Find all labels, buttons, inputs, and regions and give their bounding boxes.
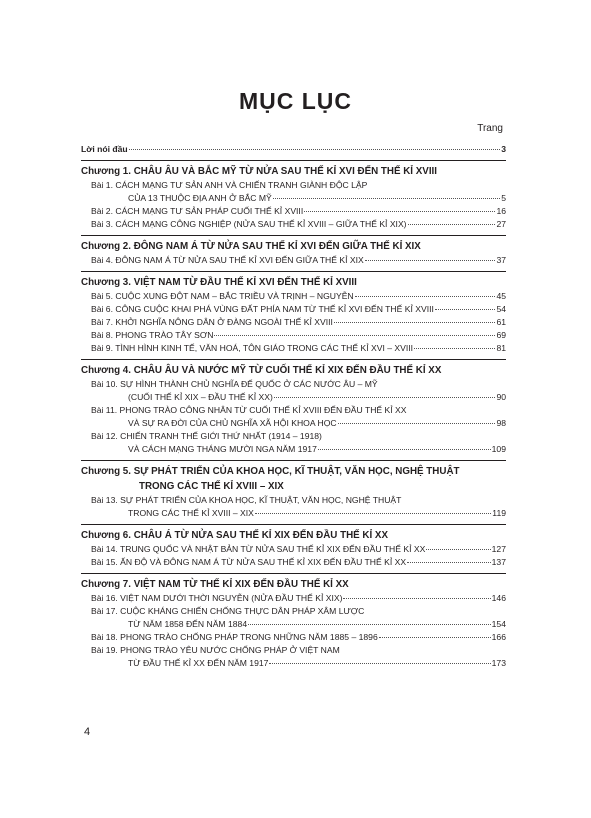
lesson-page: 137: [491, 557, 506, 567]
toc-chapters: [81, 160, 506, 670]
toc-lesson-line[interactable]: [81, 205, 506, 218]
chapter-divider: [81, 524, 506, 525]
leader-dots: [248, 624, 491, 625]
lesson-page: 98: [496, 418, 506, 428]
toc-lesson-line[interactable]: [81, 543, 506, 556]
chapter-title[interactable]: Chương 2. ĐÔNG NAM Á TỪ NỬA SAU THẾ KỈ XVI ĐẾN GIỮA THẾ KỈ XIX: [81, 241, 421, 252]
lesson-title: Bài 7. KHỞI NGHĨA NÔNG DÂN Ở ĐÀNG NGOÀI THẾ KỈ XVIII: [91, 317, 333, 327]
chapter-title[interactable]: Chương 7. VIỆT NAM TỪ THẾ KỈ XIX ĐẾN ĐẦU THẾ KỈ XX: [81, 579, 349, 590]
toc-preface-page: 3: [501, 144, 506, 154]
lesson-page: 27: [496, 219, 506, 229]
lesson-title: Bài 15. ẤN ĐỘ VÀ ĐÔNG NAM Á TỪ NỬA SAU THẾ KỈ XIX ĐẾN ĐẦU THẾ KỈ XX: [91, 557, 407, 567]
lesson-title: TỪ NĂM 1858 ĐẾN NĂM 1884: [128, 619, 248, 629]
lesson-page: 127: [491, 544, 506, 554]
lesson-title: CỦA 13 THUỘC ĐỊA ANH Ở BẮC MỸ: [128, 193, 272, 203]
lesson-page: 81: [496, 343, 506, 353]
chapter-divider: [81, 271, 506, 272]
leader-dots: [365, 260, 496, 261]
toc-lesson-line[interactable]: [81, 443, 506, 456]
lesson-page: 16: [496, 206, 506, 216]
leader-dots: [274, 397, 496, 398]
toc-lesson-line[interactable]: [81, 657, 506, 670]
lesson-page: 173: [491, 658, 506, 668]
lesson-title: Bài 2. CÁCH MẠNG TƯ SẢN PHÁP CUỐI THẾ KỈ XVIII: [91, 206, 304, 216]
chapter-divider: [81, 160, 506, 161]
lesson-title: (CUỐI THẾ KỈ XIX – ĐẦU THẾ KỈ XX): [128, 392, 273, 402]
lesson-title: Bài 14. TRUNG QUỐC VÀ NHẬT BẢN TỪ NỬA SAU THẾ KỈ XIX ĐẾN ĐẦU THẾ KỈ XX: [91, 544, 426, 554]
toc-lesson-line[interactable]: [81, 316, 506, 329]
lesson-title: Bài 16. VIỆT NAM DƯỚI THỜI NGUYỄN (NỬA ĐẦU THẾ KỈ XIX): [91, 593, 343, 603]
toc-lesson-line[interactable]: [81, 430, 506, 443]
lesson-title: Bài 18. PHONG TRÀO CHỐNG PHÁP TRONG NHỮNG NĂM 1885 – 1896: [91, 632, 378, 642]
lesson-page: 45: [496, 291, 506, 301]
lesson-title: VÀ CÁCH MẠNG THÁNG MƯỜI NGA NĂM 1917: [128, 444, 317, 454]
chapter-title[interactable]: Chương 3. VIỆT NAM TỪ ĐẦU THẾ KỈ XVI ĐẾN THẾ KỈ XVIII: [81, 277, 357, 288]
leader-dots: [129, 149, 501, 150]
table-of-contents: [81, 143, 506, 670]
leader-dots: [318, 449, 491, 450]
toc-lesson-line[interactable]: [81, 218, 506, 231]
page-title: MỤC LỤC: [238, 88, 353, 114]
toc-lesson-line[interactable]: [81, 404, 506, 417]
toc-lesson-line[interactable]: [81, 494, 506, 507]
lesson-page: 109: [491, 444, 506, 454]
toc-lesson-line[interactable]: [81, 179, 506, 192]
lesson-title: Bài 17. CUỘC KHÁNG CHIẾN CHỐNG THỰC DÂN PHÁP XÂM LƯỢC: [91, 606, 365, 616]
lesson-title: Bài 6. CÔNG CUỘC KHAI PHÁ VÙNG ĐẤT PHÍA NAM TỪ THẾ KỈ XVI ĐẾN THẾ KỈ XVIII: [91, 304, 434, 314]
leader-dots: [304, 211, 495, 212]
lesson-title: Bài 8. PHONG TRÀO TÂY SƠN: [91, 330, 214, 340]
toc-lesson-line[interactable]: [81, 192, 506, 205]
lesson-page: 154: [491, 619, 506, 629]
toc-lesson-line[interactable]: [81, 556, 506, 569]
lesson-title: Bài 12. CHIẾN TRANH THẾ GIỚI THỨ NHẤT (1914 – 1918): [91, 431, 322, 441]
chapter-title[interactable]: Chương 6. CHÂU Á TỪ NỬA SAU THẾ KỈ XIX ĐẾN ĐẦU THẾ KỈ XX: [81, 530, 388, 541]
lesson-title: Bài 1. CÁCH MẠNG TƯ SẢN ANH VÀ CHIẾN TRANH GIÀNH ĐỘC LẬP: [91, 180, 368, 190]
leader-dots: [334, 322, 496, 323]
chapter-title[interactable]: Chương 5. SỰ PHÁT TRIỂN CỦA KHOA HỌC, KĨ THUẬT, VĂN HỌC, NGHỆ THUẬT: [81, 466, 460, 477]
leader-dots: [269, 663, 490, 664]
leader-dots: [379, 637, 491, 638]
leader-dots: [343, 598, 490, 599]
leader-dots: [414, 348, 495, 349]
lesson-title: Bài 5. CUỘC XUNG ĐỘT NAM – BẮC TRIỀU VÀ TRỊNH – NGUYỄN: [91, 291, 354, 301]
toc-lesson-line[interactable]: [81, 618, 506, 631]
toc-preface[interactable]: [81, 143, 506, 156]
toc-lesson-line[interactable]: [81, 417, 506, 430]
lesson-page: 54: [496, 304, 506, 314]
toc-lesson-line[interactable]: [81, 329, 506, 342]
lesson-title: Bài 9. TÌNH HÌNH KINH TẾ, VĂN HOÁ, TÔN GIÁO TRONG CÁC THẾ KỈ XVI – XVIII: [91, 343, 414, 353]
toc-lesson-line[interactable]: [81, 631, 506, 644]
toc-lesson-line[interactable]: [81, 592, 506, 605]
lesson-page: 90: [496, 392, 506, 402]
leader-dots: [407, 562, 491, 563]
page-column-label: Trang: [477, 123, 503, 134]
leader-dots: [355, 296, 496, 297]
page-number: 4: [84, 726, 91, 738]
lesson-title: TỪ ĐẦU THẾ KỈ XX ĐẾN NĂM 1917: [128, 658, 269, 668]
toc-lesson-line[interactable]: [81, 342, 506, 355]
toc-lesson-line[interactable]: [81, 644, 506, 657]
chapter-divider: [81, 573, 506, 574]
toc-lesson-line[interactable]: [81, 605, 506, 618]
toc-preface-label: Lời nói đầu: [81, 144, 128, 154]
lesson-title: Bài 19. PHONG TRÀO YÊU NƯỚC CHỐNG PHÁP Ở VIỆT NAM: [91, 645, 340, 655]
lesson-page: 119: [492, 508, 506, 518]
toc-lesson-line[interactable]: [81, 391, 506, 404]
chapter-title[interactable]: TRONG CÁC THẾ KỈ XVIII – XIX: [139, 481, 284, 492]
toc-lesson-line[interactable]: [81, 290, 506, 303]
lesson-page: 69: [496, 330, 506, 340]
lesson-title: Bài 10. SỰ HÌNH THÀNH CHỦ NGHĨA ĐẾ QUỐC Ở CÁC NƯỚC ÂU – MỸ: [91, 379, 378, 389]
chapter-divider: [81, 359, 506, 360]
lesson-page: 166: [491, 632, 506, 642]
lesson-title: Bài 3. CÁCH MẠNG CÔNG NGHIỆP (NỬA SAU THẾ KỈ XVIII – GIỮA THẾ KỈ XIX): [91, 219, 407, 229]
lesson-title: Bài 11. PHONG TRÀO CÔNG NHÂN TỪ CUỐI THẾ KỈ XVIII ĐẾN ĐẦU THẾ KỈ XX: [91, 405, 407, 415]
leader-dots: [273, 198, 500, 199]
lesson-page: 37: [496, 255, 506, 265]
leader-dots: [214, 335, 495, 336]
toc-lesson-line[interactable]: [81, 254, 506, 267]
leader-dots: [338, 423, 496, 424]
lesson-page: 5: [501, 193, 506, 203]
toc-lesson-line[interactable]: [81, 303, 506, 316]
lesson-title: Bài 13. SỰ PHÁT TRIỂN CỦA KHOA HỌC, KĨ THUẬT, VĂN HỌC, NGHỆ THUẬT: [91, 495, 402, 505]
toc-lesson-line[interactable]: [81, 507, 506, 520]
lesson-page: 61: [496, 317, 506, 327]
lesson-title: Bài 4. ĐÔNG NAM Á TỪ NỬA SAU THẾ KỈ XVI ĐẾN GIỮA THẾ KỈ XIX: [91, 255, 364, 265]
lesson-page: 146: [491, 593, 506, 603]
chapter-divider: [81, 460, 506, 461]
leader-dots: [255, 513, 491, 514]
leader-dots: [426, 549, 490, 550]
chapter-divider: [81, 235, 506, 236]
leader-dots: [435, 309, 496, 310]
toc-lesson-line[interactable]: [81, 378, 506, 391]
lesson-title: VÀ SỰ RA ĐỜI CỦA CHỦ NGHĨA XÃ HỘI KHOA HỌC: [128, 418, 337, 428]
chapter-title[interactable]: Chương 1. CHÂU ÂU VÀ BẮC MỸ TỪ NỬA SAU THẾ KỈ XVI ĐẾN THẾ KỈ XVIII: [81, 166, 437, 177]
lesson-title: TRONG CÁC THẾ KỈ XVIII – XIX: [128, 508, 254, 518]
leader-dots: [408, 224, 496, 225]
chapter-title[interactable]: Chương 4. CHÂU ÂU VÀ NƯỚC MỸ TỪ CUỐI THẾ KỈ XIX ĐẾN ĐẦU THẾ KỈ XX: [81, 365, 442, 376]
